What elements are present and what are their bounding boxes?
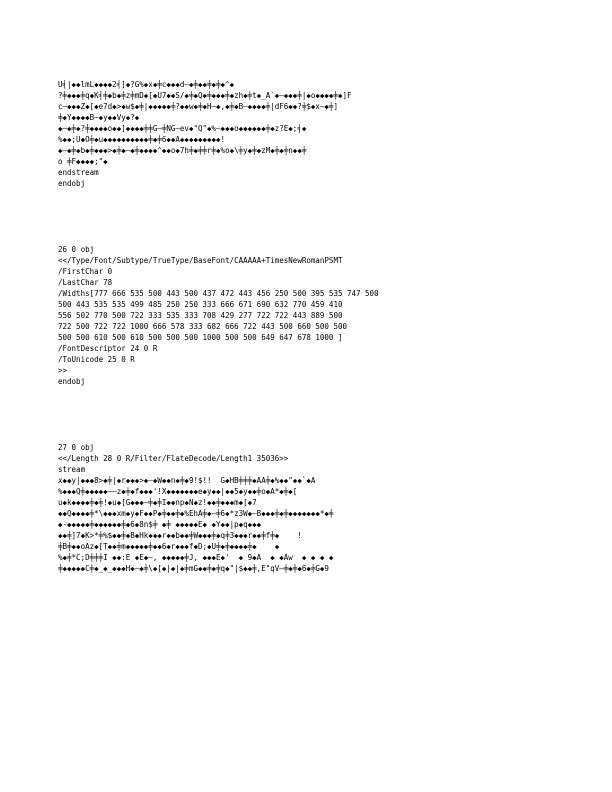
text-line: endobj [58,179,86,188]
text-line: /ToUnicode 25 0 R [58,355,135,364]
text-line: U╡|◆◆lmL◆◆◆◆2╡]◆?G%◆x◆╪c◆◆◆d–◆╪◆◆╪◆╪◆^◆ [58,80,235,89]
text-line: 722 500 722 722 1000 666 578 333 682 666 722 443 500 660 500 500 [58,322,347,331]
text-line: x◆◆y|◆◆◆8>◆╪|◆r◆◆◆>◆–◆W◆◆n◆╪◆9!$!! G◆HB╪╪╪◆AA╪◆%◆◆"◆◆`◆A [58,476,316,485]
text-line: ◆◆Q◆◆◆◆╪*\◆◆◆xm◆y◆F◆◆P◆╪◆◆╪◆%EhA╪◆–╪6◆*z3W◆–B◆◆◆╪◆╪◆◆◆◆◆◆◆*◆╪ [58,509,334,518]
text-line: /FirstChar 0 [58,267,113,276]
text-line: /Widths[777 666 535 500 443 500 437 472 443 456 250 500 395 535 747 500 [58,289,379,298]
text-line: ◆–◆╪◆?╪◆◆◆◆o◆◆]◆◆◆◆╪╪G–╪NG–ev◆"Q"◆%–◆◆◆o◆◆◆◆◆◆╪◆z?E◆;╡◆ [58,124,307,133]
stream-object-27 [58,442,578,574]
text-line: <</Length 28 0 R/Filter/FlateDecode/Length1 35036>> [58,454,289,463]
text-line: ◆–◆╪◆b◆╪◆◆◆>◆╪◆–◆╪◆◆◆◆^◆◆o◆7h╪◆╪╪r╪◆%o◆\╪y◆╪◆zM◆╪◆╪n◆◆╪ [58,146,307,155]
text-line: 26 0 obj [58,245,95,254]
text-line: /FontDescriptor 24 0 R [58,344,158,353]
text-line: ◆◆╪]7◆K>*╪%$◆◆╪◆B◆Hk◆◆◆r◆◆b◆◆╪W◆◆◆╪◆q╪3◆◆◆r◆◆╪f╪◆ ! [58,531,302,540]
text-line: /LastChar 78 [58,278,113,287]
text-line: <</Type/Font/Subtype/TrueType/BaseFont/CAAAAA+TimesNewRomanPSMT [58,256,343,265]
text-line: o ╪F◆◆◆◆;"◆ [58,157,108,166]
text-line: ╪B╪◆◆oAz◆[T◆◆╪m◆◆◆◆◆╪◆◆6◆r◆◆◆f◆D;◆U╪◆╪◆◆◆◆╪◆ ◆ [58,542,280,551]
text-line: 500 443 535 535 499 485 250 250 333 666 671 690 632 770 459 410 [58,300,343,309]
text-line: endobj [58,377,86,386]
binary-stream-tail [58,79,578,189]
font-object-26 [58,244,578,387]
text-line: >> [58,366,68,375]
text-line: 500 500 610 500 610 500 500 500 1000 500 500 649 647 678 1000 ] [58,333,343,342]
text-line: c–◆◆◆Z◆[◆e7d◆>◆w$◆╪|◆◆◆◆◆╪?◆◆w◆╪◆H–◆,◆╪◆B–◆◆◆◆╪|dF6◆◆?╪$◆x–◆╪] [58,102,338,111]
text-line: ╪◆◆◆◆◆C╪◆_◆_◆◆◆H◆–◆╪\◆[◆|◆|◆╪mG◆◆╪◆╪q◆"|$◆◆╪,E"qV–╪◆╪◆6◆╪G◆9 [58,564,329,573]
text-line: 556 502 770 500 722 333 535 333 708 429 277 722 722 443 889 500 [58,311,343,320]
raw-pdf-text [58,57,578,596]
text-line: %◆◆;U◆O╪◆u◆◆◆◆◆◆◆◆◆◆╪◆╪6◆◆A◆◆◆◆◆◆◆◆◆! [58,135,226,144]
text-line: 27 0 obj [58,443,95,452]
text-line: ◆-◆◆◆◆◆╪◆◆◆◆◆◆╪◆6◆8n$╪ ◆╪ ◆◆◆◆◆E◆ ◆Y◆◆|p◆q◆◆◆ [58,520,262,529]
text-line: %◆╪*C;D╪╪╪I ◆◆:E ◆E◆–, ◆◆◆◆◆╪J, ◆◆◆E◆' ◆ 9◆A ◆ ◆Aw ◆ ◆ ◆ ◆ [58,553,334,562]
text-line: u◆k◆◆◆◆╪◆╪!◆u◆[G◆◆◆–╪◆╪I◆◆np◆N◆z!◆◆╪◆◆◆m◆[◆7 [58,498,257,507]
text-line: ?╪◆◆◆╪q◆K╡╪◆b◆╪z╪mD◆[◆U7◆◆S/◆╪◆Q◆╪◆◆◆╪◆zh◆╪t◆_A`◆–◆◆◆╪|◆o◆◆◆◆╪◆]F [58,91,352,100]
text-line: %◆◆◆Q╪◆◆◆◆◆––z◆╪◆f◆◆◆'!X◆◆◆◆◆◆◆e◆y◆◆|◆◆5◆y◆◆╪o◆A*◆╪◆[ [58,487,298,496]
text-line: endstream [58,168,99,177]
text-line: stream [58,465,86,474]
text-line: ╪◆Y◆◆◆◆B–◆y◆◆Vy◆?◆ [58,113,140,122]
